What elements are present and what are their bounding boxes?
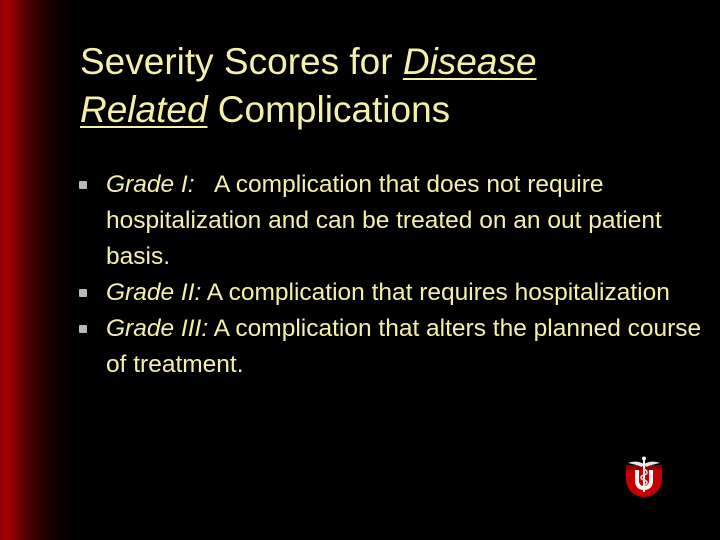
grade-description: A complication that requires hospitalization <box>206 279 670 306</box>
square-bullet-icon <box>79 325 87 333</box>
title-part-3: Related <box>80 89 208 130</box>
grade-label: Grade I: <box>106 171 195 198</box>
grade-description: A complication that does not require hospitalization and can be treated on an out patient basis. <box>106 171 662 270</box>
bullet-item-grade-2 <box>106 275 706 311</box>
slide-title <box>80 38 680 134</box>
square-bullet-icon <box>79 181 87 189</box>
grade-label: Grade III: <box>106 315 209 342</box>
caduceus-shield-logo-icon <box>622 455 666 499</box>
bullet-item-grade-3 <box>106 311 706 383</box>
title-part-2: Disease <box>402 41 537 82</box>
title-part-4: Complications <box>207 89 451 130</box>
square-bullet-icon <box>79 289 87 297</box>
bullet-list <box>106 167 706 383</box>
grade-label: Grade II: <box>106 279 202 306</box>
grade-description: A complication that alters the planned course of treatment. <box>106 315 702 378</box>
title-part-1: Severity Scores for <box>80 41 403 82</box>
bullet-item-grade-1 <box>106 167 706 275</box>
